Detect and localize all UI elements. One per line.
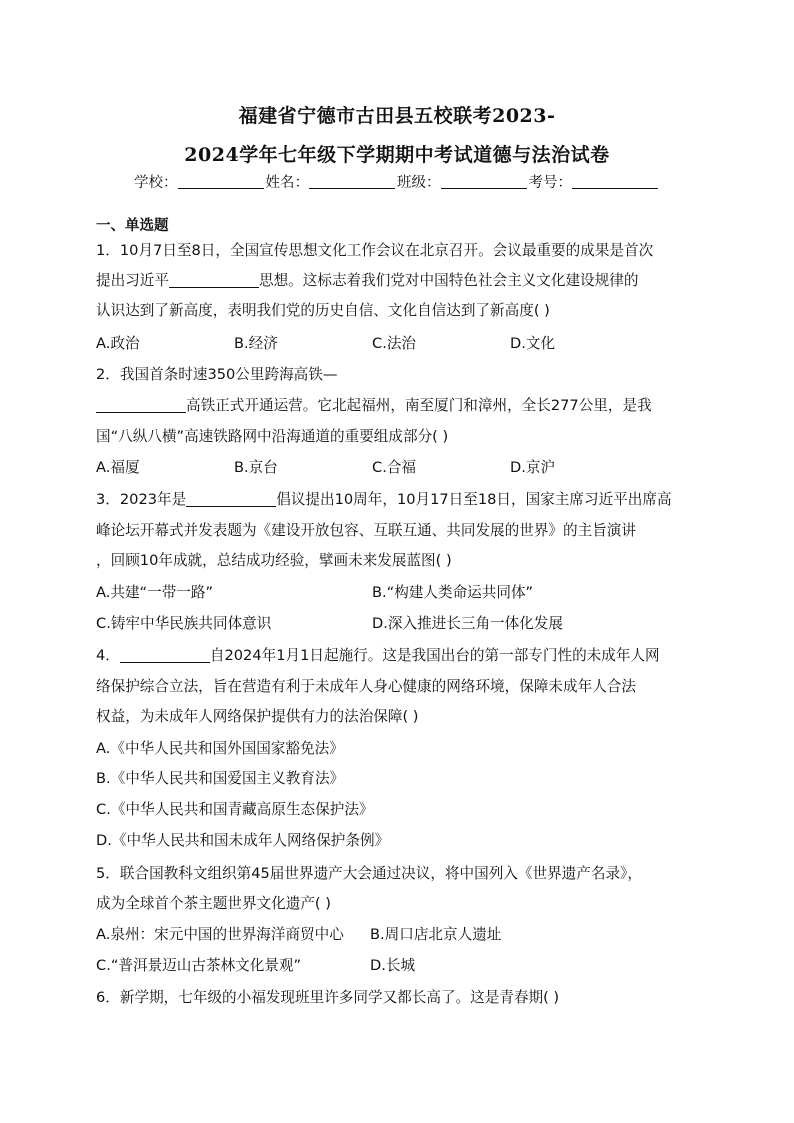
question-line <box>96 646 660 666</box>
question-line <box>96 396 652 416</box>
option-c[interactable]: C.《中华人民共和国青藏高原生态保护法》 <box>96 801 374 818</box>
question-text: 思想。这标志着我们党对中国特色社会主义文化建设规律的 <box>258 272 639 289</box>
exam-title-line-2: 2024学年七年级下学期期中考试道德与法治试卷 <box>184 144 610 166</box>
fill-blank <box>96 397 186 413</box>
name-label: 姓名： <box>265 175 309 191</box>
question-text: 2．我国首条时速350公里跨海高铁— <box>96 366 338 383</box>
option-b[interactable]: B.周口店北京人遗址 <box>370 926 502 943</box>
question-text: 4． <box>96 647 120 664</box>
section-title: 一、单选题 <box>96 218 169 234</box>
class-label: 班级： <box>397 175 441 191</box>
question-text: 提出习近平 <box>96 272 169 289</box>
option-a[interactable]: A.共建“一带一路” <box>96 584 214 601</box>
number-blank[interactable] <box>572 174 658 189</box>
option-b[interactable]: B.京台 <box>234 459 278 476</box>
question-line <box>96 677 636 697</box>
name-blank[interactable] <box>309 174 395 189</box>
option-d[interactable]: D.《中华人民共和国未成年人网络保护条例》 <box>96 832 390 849</box>
number-label: 考号： <box>528 175 572 191</box>
question-line <box>96 864 642 884</box>
question-line <box>96 490 672 510</box>
option-a[interactable]: A.《中华人民共和国外国国家豁免法》 <box>96 740 344 757</box>
question-text: 认识达到了新高度，表明我们党的历史自信、文化自信达到了新高度( ) <box>96 302 550 319</box>
class-blank[interactable] <box>441 174 527 189</box>
question-line <box>96 988 559 1008</box>
question-text: 6．新学期，七年级的小福发现班里许多同学又都长高了。这是青春期( ) <box>96 989 560 1006</box>
school-blank[interactable] <box>178 174 264 189</box>
option-c[interactable]: C.法治 <box>372 335 417 352</box>
question-text: 1．10月7日至8日，全国宣传思想文化工作会议在北京召开。会议最重要的成果是首次 <box>96 242 654 259</box>
question-line <box>96 365 337 385</box>
option-a[interactable]: A.政治 <box>96 335 140 352</box>
option-c[interactable]: C.合福 <box>372 459 417 476</box>
question-text: 峰论坛开幕式并发表题为《建设开放包容、互联互通、共同发展的世界》的主旨演讲 <box>96 522 636 539</box>
option-b[interactable]: B.《中华人民共和国爱国主义教育法》 <box>96 770 345 787</box>
option-a[interactable]: A.泉州：宋元中国的世界海洋商贸中心 <box>96 926 344 943</box>
question-line <box>96 551 452 571</box>
student-info-row <box>0 171 794 192</box>
question-line <box>96 241 653 261</box>
school-label: 学校： <box>134 175 178 191</box>
question-text: 自2024年1月1日起施行。这是我国出台的第一部专门性的未成年人网 <box>209 647 660 664</box>
fill-blank <box>169 272 259 288</box>
question-text: 权益，为未成年人网络保护提供有力的法治保障( ) <box>96 708 419 725</box>
question-text: 倡议提出10周年，10月17日至18日，国家主席习近平出席高 <box>276 491 672 508</box>
question-line <box>96 271 638 291</box>
option-d[interactable]: D.文化 <box>510 335 556 352</box>
option-c[interactable]: C.“普洱景迈山古茶林文化景观” <box>96 957 302 974</box>
fill-blank <box>120 647 210 663</box>
question-line <box>96 521 636 541</box>
option-b[interactable]: B.“构建人类命运共同体” <box>372 584 534 601</box>
fill-blank <box>186 491 276 507</box>
option-d[interactable]: D.深入推进长三角一体化发展 <box>372 615 564 632</box>
question-text: 络保护综合立法，旨在营造有利于未成年人身心健康的网络环境，保障未成年人合法 <box>96 678 636 695</box>
option-a[interactable]: A.福厦 <box>96 459 140 476</box>
question-text: 成为全球首个茶主题世界文化遗产( ) <box>96 895 331 912</box>
exam-title-line-1: 福建省宁德市古田县五校联考2023- <box>238 105 556 127</box>
option-d[interactable]: D.京沪 <box>510 459 556 476</box>
question-text: 5．联合国教科文组织第45届世界遗产大会通过决议，将中国列入《世界遗产名录》， <box>96 865 642 882</box>
question-text: 3．2023年是 <box>96 491 187 508</box>
question-text: 高铁正式开通运营。它北起福州，南至厦门和漳州，全长277公里，是我 <box>186 397 652 414</box>
question-line <box>96 707 419 727</box>
option-b[interactable]: B.经济 <box>234 335 278 352</box>
question-line <box>96 301 550 321</box>
question-line <box>96 427 448 447</box>
question-text: 国“八纵八横”高速铁路网中沿海通道的重要组成部分( ) <box>96 428 449 445</box>
option-d[interactable]: D.长城 <box>370 957 416 974</box>
question-text: ，回顾10年成就，总结成功经验，擘画未来发展蓝图( ) <box>96 552 452 569</box>
option-c[interactable]: C.铸牢中华民族共同体意识 <box>96 615 272 632</box>
question-line <box>96 894 331 914</box>
